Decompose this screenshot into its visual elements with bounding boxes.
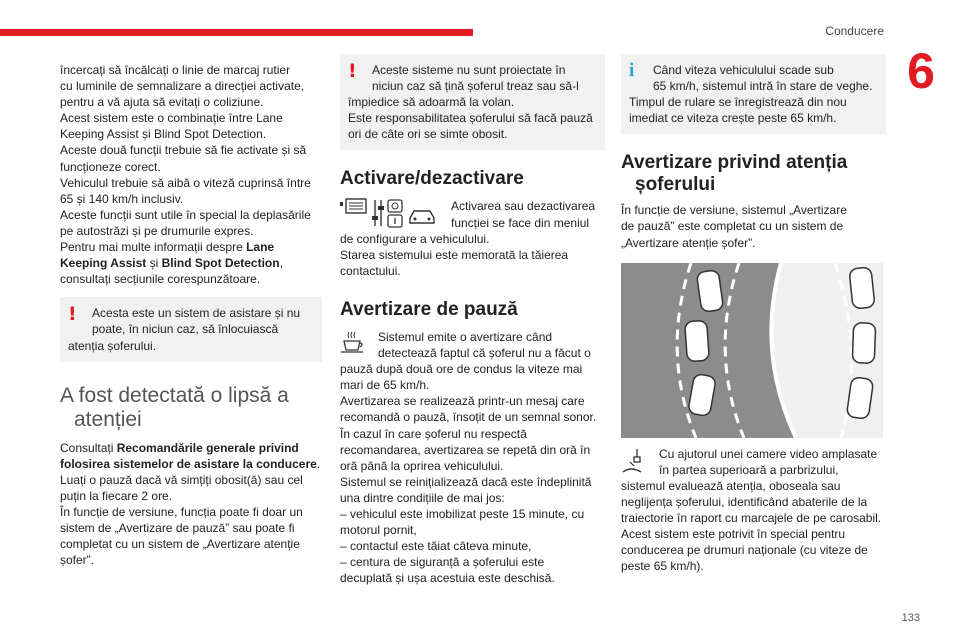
column-2: [340, 54, 605, 586]
pause-paragraph: [340, 329, 605, 587]
warning-line: ! Aceste sisteme nu sunt proiectate în: [348, 60, 566, 82]
warning-line: atenția șoferului.: [68, 338, 157, 353]
text-line: Aceste funcții sunt utile în special la deplasările: [60, 207, 311, 222]
text-line: 65 și 140 km/h inclusiv.: [60, 191, 184, 206]
text-line: sistem de „Avertizare de pauză” sau poate fi: [60, 521, 295, 536]
camera-paragraph: [621, 446, 886, 575]
running-header: Conducere: [825, 24, 884, 38]
text-line: Cu ajutorul unei camere video amplasate: [659, 446, 878, 461]
text-line: În cazul în care șoferul nu respectă: [340, 426, 527, 441]
text-line: Keeping Assist și Blind Spot Detection.: [60, 127, 267, 142]
text-line: În funcție de versiune, funcția poate fi doar un: [60, 504, 303, 519]
column-3: [621, 54, 886, 574]
section-heading-activation: Activare/dezactivare: [340, 168, 524, 190]
activation-paragraph: [340, 198, 605, 278]
text-line: Acest sistem este o combinație între Lane: [60, 111, 283, 126]
text-line: decuplată și ușa acestuia este deschisă.: [340, 571, 555, 586]
warning-line: ori de câte ori se simte obosit.: [348, 127, 508, 142]
text-line: de pauză” este completat cu un sistem de: [621, 219, 844, 234]
text-line: completat cu un sistem de „Avertizare atenție: [60, 537, 300, 552]
text-line: șofer”.: [60, 553, 95, 568]
more-info-line: Pentru mai multe informații despre Lane: [60, 240, 275, 255]
more-info-line: Keeping Assist și Blind Spot Detection,: [60, 256, 283, 271]
header-accent-bar: [0, 29, 473, 36]
driver-attention-intro: [621, 202, 886, 250]
text-line: Sistemul emite o avertizare când: [378, 329, 553, 344]
text-line: – vehiculul este imobilizat peste 15 minute, cu: [340, 506, 585, 521]
attention-paragraph: [60, 440, 322, 569]
intro-paragraph: [60, 62, 322, 287]
chapter-number: 6: [907, 43, 935, 99]
page-number: 133: [901, 612, 920, 624]
section-heading-driver-attention: Avertizare privind atenția șoferului: [621, 152, 848, 196]
text-line: – contactul este tăiat câteva minute,: [340, 539, 532, 554]
text-line: Activarea sau dezactivarea: [451, 199, 596, 214]
text-line: Sistemul se reinițializează dacă este îndeplinită: [340, 474, 592, 489]
text-line: de configurare a vehiculului.: [340, 231, 490, 246]
text-line: pe autostrăzi și pe drumurile expres.: [60, 223, 254, 238]
text-line: încercați să încălcați o linie de marcaj rutier: [60, 63, 291, 77]
text-line: mari de 65 km/h.: [340, 378, 430, 393]
text-line: Avertizarea se realizează printr-un mesaj care: [340, 394, 585, 409]
exclamation-mark-icon: !: [348, 60, 357, 82]
text-line: neglijența șoferului, identificând abaterile de la: [621, 494, 868, 509]
info-line: Timpul de rulare se înregistrează din nou: [629, 95, 847, 110]
info-box: [621, 54, 886, 134]
text-line: funcției se face din meniul: [451, 215, 590, 230]
warning-line: Este responsabilitatea șoferului să facă pauză: [348, 111, 593, 126]
text-line: contactului.: [340, 263, 401, 278]
section-heading-pause-warning: Avertizare de pauză: [340, 298, 518, 320]
screen-settings-car-icon: [340, 198, 444, 228]
text-line: detectează faptul că șoferul nu a făcut o: [378, 346, 591, 361]
text-line: conducerea pe drumuri naționale (cu viteze de: [621, 543, 868, 558]
text-line: recomandarea, avertizarea se repetă din oră în: [340, 442, 591, 457]
text-line: recomandă o pauză, însoțit de un semnal sonor.: [340, 410, 597, 425]
text-line: – centura de siguranță a șoferului este: [340, 555, 545, 570]
text-line: pentru a vă ajuta să evitați o coliziune.: [60, 95, 264, 110]
column-1: [60, 62, 322, 568]
text-line: una dintre condițiile de mai jos:: [340, 490, 505, 505]
text-line: motorul pornit,: [340, 523, 417, 538]
warning-box: [60, 297, 322, 361]
warning-line: ! Acesta este un sistem de asistare și nu: [68, 303, 301, 326]
text-line: „Avertizare atenție șofer”.: [621, 235, 756, 250]
text-line: pauză după două ore de condus la viteze mai: [340, 362, 583, 377]
text-line: Vehiculul trebuie să aibă o viteză cuprinsă între: [60, 175, 311, 190]
consult-line: Consultați Recomandările generale privind: [60, 440, 299, 455]
section-heading-attention-lapse: A fost detectată o lipsă a atenției: [60, 383, 289, 431]
text-line: Acest sistem este potrivit în special pentru: [621, 527, 846, 542]
text-line: cu luminile de semnalizare a direcției activate,: [60, 79, 305, 94]
exclamation-mark-icon: !: [68, 303, 77, 326]
warning-line: niciun caz să țină șoferul treaz sau să-l: [372, 79, 579, 94]
info-line: 65 km/h, sistemul intră în stare de veghe.: [653, 79, 873, 94]
text-line: sistemul evaluează atenția, oboseala sau: [621, 478, 841, 493]
text-line: În funcție de versiune, sistemul „Avertizare: [621, 203, 847, 218]
text-line: Luați o pauză dacă vă simțiți obosit(ă) sau cel: [60, 472, 303, 487]
text-line: oră până la oprirea vehiculului.: [340, 458, 504, 473]
text-line: traiectorie în raport cu marcajele de pe carosabil.: [621, 511, 882, 526]
lane-drift-illustration: [621, 263, 883, 438]
text-line: peste 65 km/h).: [621, 559, 704, 574]
warning-line: poate, în niciun caz, să înlocuiască: [92, 322, 279, 337]
text-line: Aceste două funcții trebuie să fie activate și să: [60, 143, 307, 158]
text-line: Starea sistemului este memorată la tăierea: [340, 247, 569, 262]
text-line: consultați secțiunile corespunzătoare.: [60, 272, 261, 287]
info-line: imediat ce viteza crește peste 65 km/h.: [629, 111, 837, 126]
info-i-icon: i: [629, 60, 635, 81]
windshield-camera-icon: [621, 448, 647, 474]
text-line: funcționeze corect.: [60, 159, 161, 174]
coffee-cup-icon: [340, 331, 366, 355]
text-line: puțin la fiecare 2 ore.: [60, 488, 173, 503]
consult-line: folosirea sistemelor de asistare la conducere.: [60, 456, 321, 471]
text-line: în partea superioară a parbrizului,: [659, 462, 839, 477]
info-line: i Când viteza vehiculului scade sub: [629, 60, 834, 81]
warning-line: împiedice să adoarmă la volan.: [348, 95, 515, 110]
warning-box: [340, 54, 605, 150]
